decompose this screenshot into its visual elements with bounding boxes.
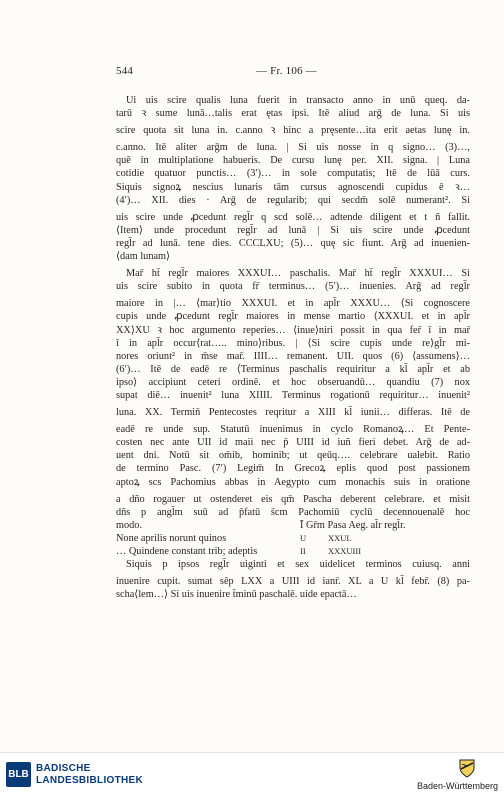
- row-mark: II: [300, 546, 306, 557]
- text-line: regl̄r ad lunā. tene dies. CCCLXU; (5)… quę sic fiunt. Arḡ ad inuenien-: [116, 237, 470, 249]
- text-line: luna. XX. Termin̄ Pentecostes reqritur a XIII kl̄ iunii… differas. Itē de: [116, 407, 470, 419]
- library-name-line1: BADISCHE: [36, 763, 91, 774]
- coat-of-arms-icon: [456, 757, 478, 779]
- text-line: a dño rogauer ut ostenderet eis qm̄ Pascha deberent celebrare. et misit: [116, 493, 470, 505]
- table-row: [116, 532, 470, 545]
- paragraph-regulares: [116, 267, 470, 532]
- row-label: None aprilis norunt quinos: [116, 533, 227, 544]
- text-line: uent dni. Notū sit om̄ib, hominib; ut qeūq…. celebrare ualebit. Ratio: [116, 450, 470, 462]
- text-line: Ui uis scire qualis luna fuerit in transacto anno in unū queq. da-: [126, 95, 470, 106]
- blb-logo: BLB: [6, 762, 31, 787]
- text-line: Siquis signoꝝ nescius lunaris tām cursus agnoscendi cupidus ē ꝛ…: [116, 181, 470, 193]
- text-line: maiore in |… ⟨mar⟩tio XXXUI. et in apl̄r XXXU… ⟨Si cognoscere: [116, 298, 470, 310]
- row-mark: U: [300, 533, 307, 543]
- text-line: quē in multiplatione habueris. De cursu lunę per. XII. signa. | Luna: [116, 155, 470, 167]
- text-line: inuenire cupit. sumat sēp LXX a UIII id ianr̄. XL a U kl̄ febr̄. (8) pa-: [116, 576, 470, 588]
- text-line: (6′)… Itē de eadē re ⟨Terminus paschalis requiritur a kl̄ apl̄r et ab: [116, 363, 470, 375]
- text-line: costen nec ante UII id maii nec p̄ UIII id iuñ fieri debet. Arḡ de ad-: [116, 437, 470, 449]
- text-line: scha⟨lem…⟩ Si uis inuenire t̄minū paschalē. uide epactā…: [116, 589, 357, 601]
- text-line: ipso⟩ accipiunt ceteri ordinē. et hoc obseruandū… quandiu (7) nox: [116, 376, 470, 388]
- text-line: XX⟩XU ꝛ hoc argumento reperies… ⟨inue⟩niri possit in qua fer̄ ī in mar̄: [116, 324, 470, 336]
- text-line: Mar̄ ht̄ regl̄r maiores XXXUI… paschalis. Mar̄ ht̄ regl̄r XXXUI… Si: [126, 268, 470, 280]
- text-line: dñs p angl̄m suū ad p̄fatū s̄cm Pachomiū cyclū decennouenalē hoc: [116, 506, 470, 518]
- text-line: tarū ꝛ sume lunā…talis erat ętas ipsi. Itē aliud arḡ de luna. Si uis: [116, 108, 470, 120]
- text-line: cupis unde ꝓcedunt regl̄r maiores in mense martio ⟨XXXUI. et in apl̄r: [116, 311, 470, 323]
- text-line: de termino Pasc. (7′) Legim̄ In Grecoꝝ eplis quod post passionem: [116, 463, 470, 475]
- row-value: XXUI.: [328, 533, 352, 543]
- paragraph-termini: [116, 558, 470, 601]
- text-line: c.anno. Itē aliter arḡm de luna. | Si uis nosse in q signo… (3)…,: [116, 142, 470, 154]
- library-footer: [0, 752, 504, 796]
- table-row: [116, 545, 470, 558]
- text-line: ⟨dam lunam⟩: [116, 251, 171, 263]
- table-header: [116, 519, 470, 532]
- library-name-line2: LANDESBIBLIOTHEK: [36, 775, 144, 786]
- table-header-text: Ī Gr̄m Pasa Aeg. al̄r regl̄r.: [300, 519, 406, 531]
- page-number: 544: [116, 65, 134, 77]
- text-line: uis scire subito in quota fr̄ terminus… (5′)… inuenies. Arḡ ad regl̄r: [116, 281, 470, 293]
- text-line: eadē re unde sup. Statutū inuenimus in cyclo Romanoꝝ… Et Pente-: [116, 424, 470, 436]
- text-line: aptoꝝ scs Pachomius abbas in Aegypto cum monachis suis in oratione: [116, 476, 470, 488]
- row-value: XXXUIII: [328, 546, 362, 557]
- text-line: modo.: [116, 519, 143, 531]
- row-label: … Quindene constant trib; adeptis: [116, 546, 258, 558]
- text-line: nores oriunt² in m̄se mar̄. IIII… remanent. UII. quos (6) ⟨assumens⟩…: [116, 350, 470, 362]
- running-title: — Fr. 106 —: [256, 65, 317, 77]
- text-line: cotidie quatuor punctis… (3′)… in sole computatis; Itē de lūā curs.: [116, 168, 470, 180]
- library-name: [36, 763, 143, 787]
- text-line: supat diē… inuenit² luna XIIII. Terminus rogationū requiritur… inuenit²: [116, 389, 470, 401]
- text-line: uis scire unde ꝓcedunt regl̄r q scd solē… adtende diligent et t ñ fallit.: [116, 211, 470, 223]
- text-line: scire quota sit luna in. c.anno ꝛ hinc a pręsente…ita erit aetas lunę in.: [116, 125, 470, 137]
- paragraph-luna: [116, 94, 470, 263]
- text-line: ⟨Item⟩ unde procedunt regl̄r ad lunā | Si uis scire unde ꝓcedunt: [116, 224, 470, 236]
- text-line: (4′)… XII. dies · Arḡ de regularib; qui secdm̄ solē numerant². Si: [116, 194, 470, 206]
- body-text: [116, 94, 470, 601]
- text-line: ī in apl̄r occur⟨rat….. mino⟩ribus. | ⟨Si scire cupis unde re⟩gl̄r mi-: [116, 337, 470, 349]
- text-line: Siquis p ipsos regl̄r uiginti et sex uidelicet terminos cuiusq. anni: [126, 559, 470, 571]
- state-label: Baden-Württemberg: [416, 781, 498, 791]
- pascha-table: [116, 519, 470, 558]
